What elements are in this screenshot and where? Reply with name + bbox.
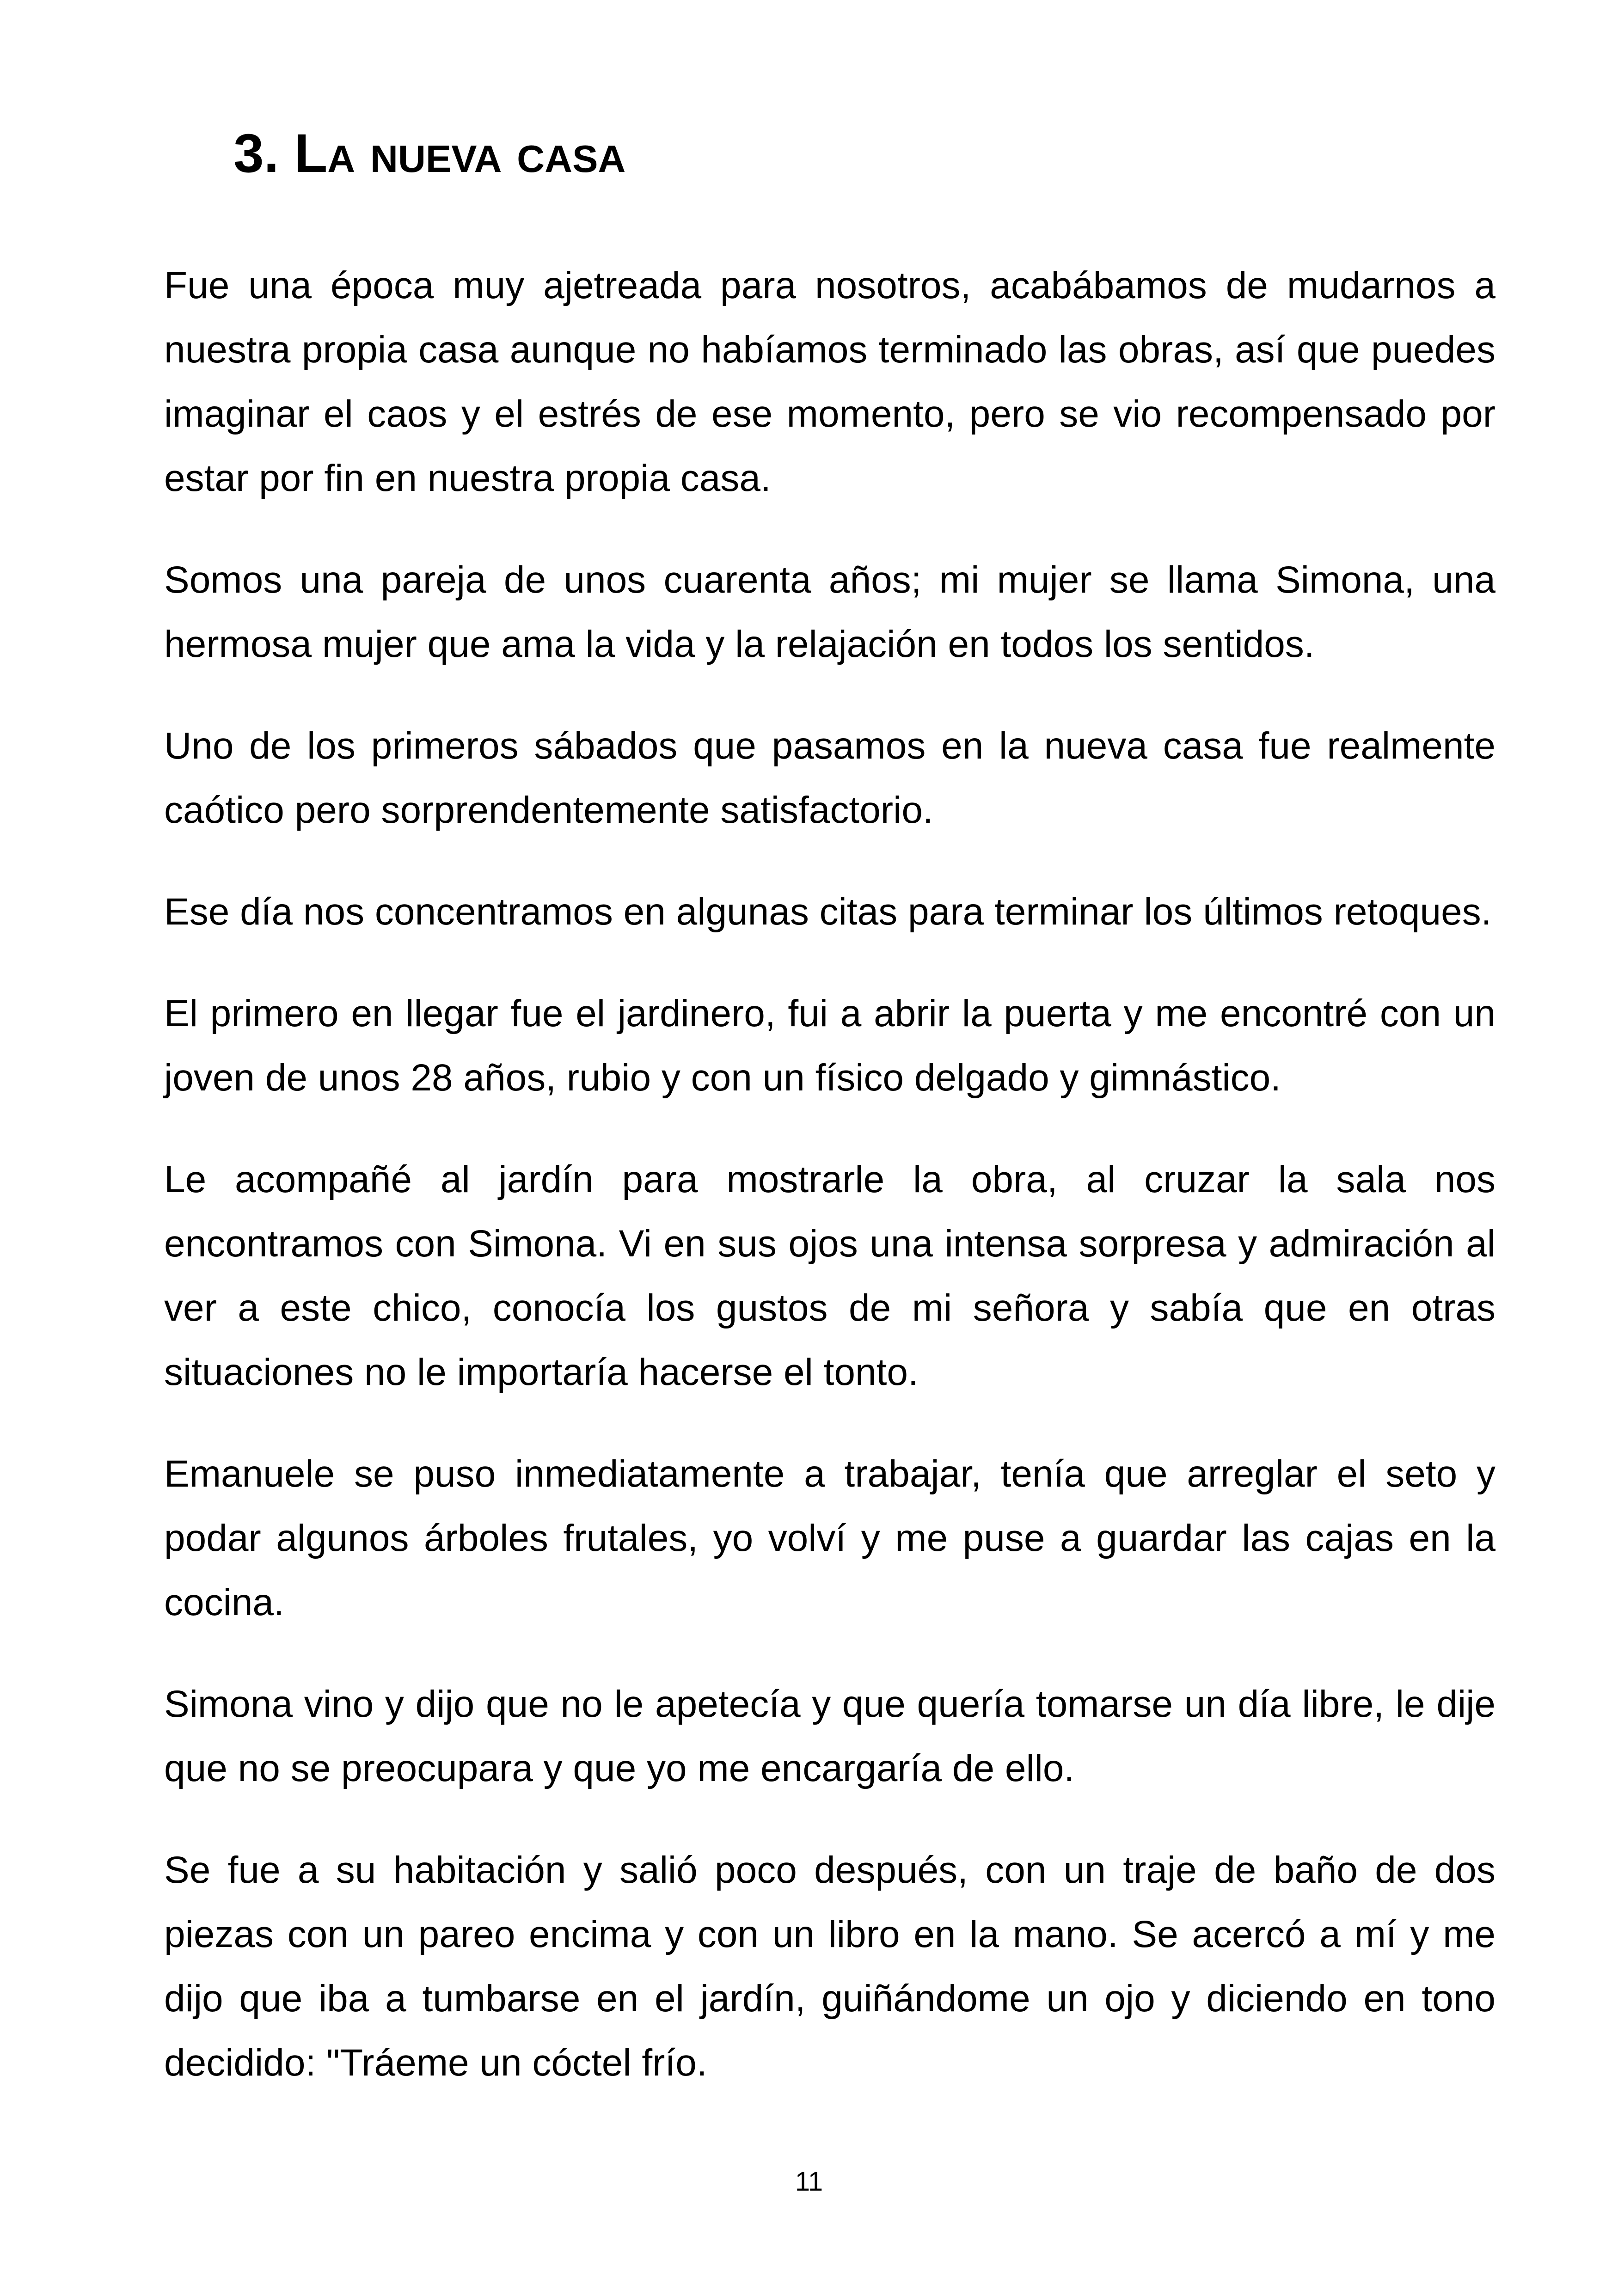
- paragraph: Simona vino y dijo que no le apetecía y que quería tomarse un día libre, le dije que no se preocupara y que yo me encargaría de ello.: [164, 1683, 1495, 1789]
- paragraph: Emanuele se puso inmediatamente a trabajar, tenía que arreglar el seto y podar algunos árboles frutales, yo volví y me puse a guardar las cajas en la cocina.: [164, 1453, 1495, 1623]
- body-text: [164, 253, 1495, 2132]
- paragraph: Se fue a su habitación y salió poco después, con un traje de baño de dos piezas con un pareo encima y con un libro en la mano. Se acercó a mí y me dijo que iba a tumbarse en el jardín, guiñándome un ojo y diciendo en tono decidido: "Tráeme un cóctel frío.: [164, 1849, 1495, 2084]
- page-number: 11: [795, 2167, 823, 2197]
- chapter-number: 3.: [233, 123, 279, 184]
- paragraph: El primero en llegar fue el jardinero, fui a abrir la puerta y me encontré con un joven de unos 28 años, rubio y con un físico delgado y gimnástico.: [164, 992, 1495, 1099]
- chapter-title: [233, 121, 625, 186]
- chapter-title-text: La nueva casa: [294, 123, 626, 184]
- paragraph: Somos una pareja de unos cuarenta años; mi mujer se llama Simona, una hermosa mujer que ama la vida y la relajación en todos los sentidos.: [164, 559, 1495, 665]
- paragraph: Ese día nos concentramos en algunas citas para terminar los últimos retoques.: [164, 891, 1492, 933]
- paragraph: Le acompañé al jardín para mostrarle la obra, al cruzar la sala nos encontramos con Simona. Vi en sus ojos una intensa sorpresa y admiración al ver a este chico, conocía los gustos de mi señora y sabía que en otras situaciones no le importaría hacerse el tonto.: [164, 1158, 1495, 1393]
- paragraph: Uno de los primeros sábados que pasamos en la nueva casa fue realmente caótico pero sorprendentemente satisfactorio.: [164, 725, 1495, 831]
- paragraph: Fue una época muy ajetreada para nosotros, acabábamos de mudarnos a nuestra propia casa aunque no habíamos terminado las obras, así que puedes imaginar el caos y el estrés de ese momento, pero se vio recompensado por estar por fin en nuestra propia casa.: [164, 264, 1495, 499]
